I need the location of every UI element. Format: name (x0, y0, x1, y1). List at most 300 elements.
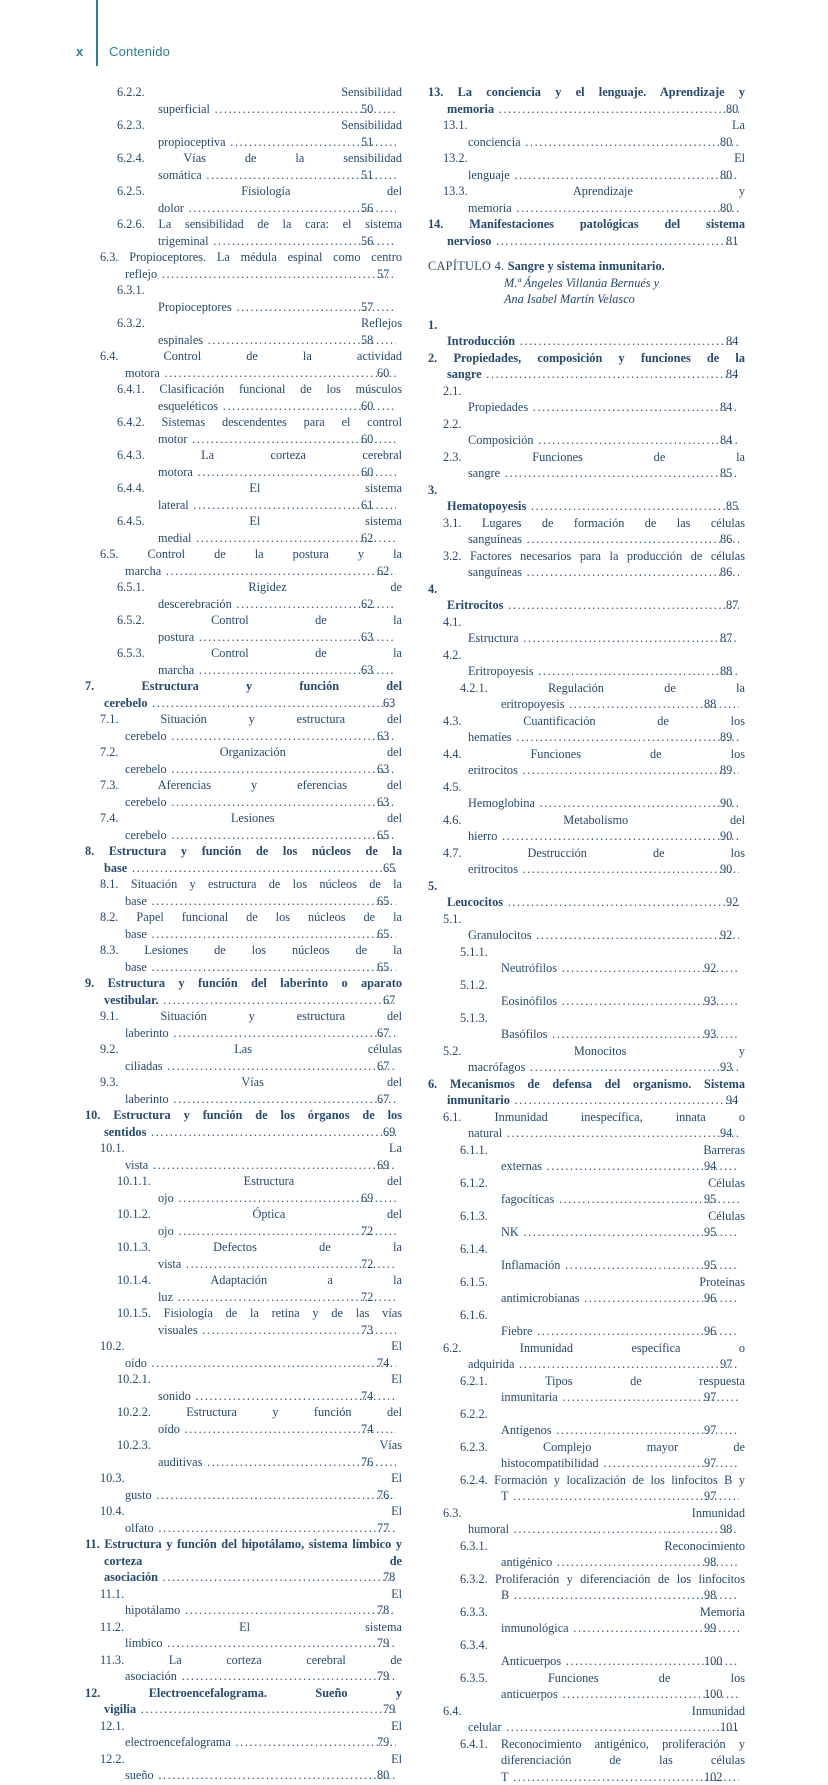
entry-number: 10.1.1. (117, 1174, 244, 1188)
entry-page: 67 (396, 1091, 402, 1108)
entry-title: Propioceptores (158, 300, 232, 314)
entry-number: 4.5. (443, 780, 461, 794)
entry-title: El electroencefalograma (125, 1719, 402, 1750)
toc-entry (117, 216, 402, 249)
entry-number: 4. (428, 582, 437, 596)
toc-entry (460, 1670, 745, 1703)
entry-number: 6.4.3. (117, 448, 201, 462)
entry-page: 63 (396, 794, 402, 811)
entry-number: 7.1. (100, 712, 160, 726)
toc-entry (85, 843, 402, 876)
toc-entry (100, 711, 402, 744)
entry-number: 6.3.5. (460, 1671, 548, 1685)
entry-page: 78 (396, 1569, 402, 1586)
entry-page: 60 (396, 464, 402, 481)
entry-number: 6.3.2. (117, 316, 361, 330)
entry-number: 3.2. (443, 549, 470, 563)
entry-number: 4.2. (443, 648, 461, 662)
entry-number: 6.4.1. (460, 1737, 501, 1751)
entry-title: Tipos de respuesta inmunitaria (501, 1374, 745, 1405)
toc-column-left (85, 84, 402, 1785)
entry-page: 63 (396, 629, 402, 646)
entry-number: 2.1. (443, 384, 461, 398)
entry-number: 4.3. (443, 714, 523, 728)
toc-entry (100, 876, 402, 909)
entry-title: Antígenos (501, 1423, 552, 1437)
toc-entry (117, 513, 402, 546)
entry-page: 88 (739, 696, 745, 713)
entry-page: 96 (739, 1323, 745, 1340)
toc-entry (428, 216, 745, 249)
entry-title: Estructura y función del hipotálamo, sistema límbico y corteza de asociación (104, 1537, 402, 1584)
entry-number: 6.4. (443, 1704, 692, 1718)
toc-entry (100, 1140, 402, 1173)
entry-number: 13.2. (443, 151, 734, 165)
entry-title: Vías auditivas (158, 1438, 402, 1469)
entry-title: Inmunidad humoral (468, 1506, 745, 1537)
toc-entry (100, 1008, 402, 1041)
entry-number: 11.2. (100, 1620, 239, 1634)
entry-number: 6.4.2. (117, 415, 161, 429)
entry-title: El olfato (125, 1504, 402, 1535)
entry-number: 6.4. (100, 349, 164, 363)
toc-entry (85, 1685, 402, 1718)
entry-title: Estructura y función del oído (158, 1405, 402, 1436)
toc-entry (460, 1241, 745, 1274)
entry-number: 10.1.4. (117, 1273, 210, 1287)
entry-number: 11.1. (100, 1587, 391, 1601)
entry-page: 62 (396, 596, 402, 613)
toc-entry (460, 1010, 745, 1043)
toc-entry (443, 117, 745, 150)
entry-title: Estructura y función del laberinto o aparato vestibular. (104, 976, 402, 1007)
entry-number: 6.4.5. (117, 514, 249, 528)
toc-entry (117, 1239, 402, 1272)
entry-title: Adaptación a la luz (158, 1273, 402, 1304)
toc-entry (85, 975, 402, 1008)
entry-page: 57 (396, 266, 402, 283)
entry-number: 10.2.2. (117, 1405, 186, 1419)
entry-page: 84 (739, 399, 745, 416)
entry-page: 97 (739, 1389, 745, 1406)
toc-entry (100, 909, 402, 942)
entry-page: 94 (739, 1125, 745, 1142)
toc-entry (443, 548, 745, 581)
entry-number: 6.3.1. (460, 1539, 664, 1553)
entry-page: 84 (739, 432, 745, 449)
chapter-heading (428, 258, 745, 308)
toc-entry (460, 680, 745, 713)
entry-number: 11.3. (100, 1653, 169, 1667)
toc-entry (100, 1751, 402, 1784)
entry-page: 99 (739, 1620, 745, 1637)
toc-entry (460, 1274, 745, 1307)
entry-title: El hipotálamo (125, 1587, 402, 1618)
entry-page: 72 (396, 1256, 402, 1273)
entry-number: 10.1.2. (117, 1207, 253, 1221)
entry-page: 95 (739, 1191, 745, 1208)
entry-number: 5.1.1. (460, 945, 488, 959)
toc-entry (117, 1173, 402, 1206)
entry-title: Reconocimiento antigénico, proliferación y diferenciación de las células T (501, 1737, 745, 1784)
entry-title: Aferencias y eferencias del cerebelo (125, 778, 402, 809)
entry-title: Control de la postura (158, 613, 402, 644)
entry-title: Sistemas descendentes para el control motor (158, 415, 402, 446)
entry-number: 6.3.4. (460, 1638, 488, 1652)
entry-page: 56 (396, 233, 402, 250)
entry-title: Aprendizaje y memoria (468, 184, 745, 215)
entry-number: 5.1.3. (460, 1011, 488, 1025)
entry-number: 6. (428, 1077, 450, 1091)
contents-title: Contenido (109, 44, 170, 59)
entry-number: 9.1. (100, 1009, 160, 1023)
entry-page: 90 (739, 828, 745, 845)
entry-number: 4.4. (443, 747, 530, 761)
entry-number: 12. (85, 1686, 149, 1700)
entry-page: 87 (739, 630, 745, 647)
toc-entry (460, 1472, 745, 1505)
toc-entry (117, 645, 402, 678)
toc-entry (428, 317, 745, 350)
toc-entry (100, 1586, 402, 1619)
entry-title: Hematopoyesis (447, 499, 526, 513)
toc-entry (117, 1206, 402, 1239)
toc-entry (100, 1619, 402, 1652)
toc-entry (117, 480, 402, 513)
toc-entry (443, 1043, 745, 1076)
entry-number: 6.3. (100, 250, 129, 264)
toc-entry (117, 381, 402, 414)
entry-number: 4.1. (443, 615, 461, 629)
entry-page: 84 (739, 333, 745, 350)
header-divider (96, 0, 98, 66)
entry-title: Proteínas antimicrobianas (501, 1275, 745, 1306)
toc-entry (443, 183, 745, 216)
entry-number: 10.4. (100, 1504, 391, 1518)
entry-number: 2. (428, 351, 453, 365)
entry-page: 67 (396, 992, 402, 1009)
entry-title: Complejo mayor de histocompatibilidad (501, 1440, 745, 1471)
toc-entry (117, 282, 402, 315)
entry-title: Lesiones del cerebelo (125, 811, 402, 842)
toc-entry (443, 416, 745, 449)
entry-title: Células NK (501, 1209, 745, 1240)
entry-number: 8.1. (100, 877, 131, 891)
entry-page: 78 (396, 1602, 402, 1619)
entry-title: Composición (468, 433, 534, 447)
entry-page: 63 (396, 728, 402, 745)
entry-title: Eritropoyesis (468, 664, 534, 678)
chapter-author: Ana Isabel Martín Velasco (428, 291, 745, 308)
entry-title: Organización del cerebelo (125, 745, 402, 776)
entry-page: 50 (396, 101, 402, 118)
page-header (0, 0, 828, 84)
entry-title: Inmunidad específica o adquirida (468, 1341, 745, 1372)
entry-page: 73 (396, 1322, 402, 1339)
entry-title: Destrucción de los eritrocitos (468, 846, 745, 877)
entry-title: Fisiología de la retina y de las vías visuales (158, 1306, 402, 1337)
entry-page: 95 (739, 1257, 745, 1274)
entry-title: Clasificación funcional de los músculos esqueléticos (158, 382, 402, 413)
entry-page: 80 (739, 134, 745, 151)
entry-title: Cuantificación de los hematíes (468, 714, 745, 745)
entry-page: 51 (396, 134, 402, 151)
entry-page: 63 (396, 662, 402, 679)
entry-title: El sistema medial (158, 514, 402, 545)
entry-number: 2.2. (443, 417, 461, 431)
entry-title: Granulocitos (468, 928, 532, 942)
toc-entry (460, 1736, 745, 1785)
entry-title: La sensibilidad de la cara: el sistema trigeminal (158, 217, 402, 248)
entry-title: Mecanismos de defensa del organismo. Sistema inmunitario (447, 1077, 745, 1108)
entry-page: 100 (739, 1686, 745, 1703)
entry-page: 60 (396, 431, 402, 448)
entry-page: 69 (396, 1124, 402, 1141)
entry-page: 97 (739, 1356, 745, 1373)
entry-title: Estructura del ojo (158, 1174, 402, 1205)
entry-number: 8.3. (100, 943, 144, 957)
entry-page: 79 (396, 1668, 402, 1685)
entry-page: 89 (739, 762, 745, 779)
toc-entry (85, 1536, 402, 1586)
entry-page: 72 (396, 1289, 402, 1306)
entry-number: 6.3.3. (460, 1605, 700, 1619)
entry-number: 6.2.3. (460, 1440, 543, 1454)
entry-number: 10.1.3. (117, 1240, 213, 1254)
entry-page: 88 (739, 663, 745, 680)
entry-title: Propiedades, composición y funciones de la sangre (447, 351, 745, 382)
entry-title: Vías de la sensibilidad somática (158, 151, 402, 182)
entry-number: 8. (85, 844, 109, 858)
entry-page: 57 (396, 299, 402, 316)
entry-number: 10.2.1. (117, 1372, 391, 1386)
entry-title: Regulación de la eritropoyesis (501, 681, 745, 712)
toc-entry (443, 713, 745, 746)
entry-title: Reflejos espinales (158, 316, 402, 347)
entry-page: 62 (396, 530, 402, 547)
entry-number: 10.1.5. (117, 1306, 164, 1320)
entry-page: 63 (396, 761, 402, 778)
entry-title: Proliferación y diferenciación de los linfocitos B (495, 1572, 745, 1603)
entry-title: Papel funcional de los núcleos de la base (125, 910, 402, 941)
entry-number: 6.1.6. (460, 1308, 488, 1322)
toc-entry (117, 84, 402, 117)
entry-title: Sensibilidad superficial (158, 85, 402, 116)
entry-title: Sensibilidad propioceptiva (158, 118, 402, 149)
entry-title: Electroencefalograma. Sueño y vigilia (104, 1686, 402, 1717)
entry-page: 61 (396, 497, 402, 514)
entry-page: 72 (396, 1223, 402, 1240)
entry-title: Defectos de la vista (158, 1240, 402, 1271)
toc-entry (443, 911, 745, 944)
toc-entry (460, 1208, 745, 1241)
toc-entry (460, 1538, 745, 1571)
entry-page: 76 (396, 1487, 402, 1504)
entry-title: El oído (125, 1339, 402, 1370)
entry-number: 6.1.2. (460, 1176, 708, 1190)
chapter-title-line (428, 258, 745, 275)
toc-entry (117, 1404, 402, 1437)
entry-page: 74 (396, 1421, 402, 1438)
entry-title: Funciones de los anticuerpos (501, 1671, 745, 1702)
toc-entry (460, 1142, 745, 1175)
entry-page: 80 (739, 200, 745, 217)
entry-number: 7.3. (100, 778, 158, 792)
entry-page: 74 (396, 1388, 402, 1405)
entry-page: 65 (396, 893, 402, 910)
toc-entry (117, 1272, 402, 1305)
entry-number: 3.1. (443, 516, 482, 530)
entry-title: Control de la postura y la marcha (125, 547, 402, 578)
entry-title: Situación y estructura de los núcleos de la base (125, 877, 402, 908)
entry-page: 80 (739, 101, 745, 118)
entry-title: Basófilos (501, 1027, 547, 1041)
toc-entry (460, 1439, 745, 1472)
toc-entry (443, 150, 745, 183)
entry-number: 4.2.1. (460, 681, 548, 695)
toc-entry (100, 249, 402, 282)
entry-title: Inflamación (501, 1258, 560, 1272)
entry-page: 56 (396, 200, 402, 217)
entry-number: 10.2.3. (117, 1438, 379, 1452)
toc-entry (85, 678, 402, 711)
entry-number: 6.2.2. (460, 1407, 488, 1421)
toc-entry (443, 449, 745, 482)
toc-entry (428, 350, 745, 383)
toc-entry (117, 579, 402, 612)
entry-title: Estructura y función de los órganos de los sentidos (104, 1108, 402, 1139)
entry-page: 65 (396, 860, 402, 877)
entry-number: 6.3.1. (117, 283, 145, 297)
entry-title: Hemoglobina (468, 796, 535, 810)
entry-number: 6.4.4. (117, 481, 249, 495)
entry-number: 6.2.4. (117, 151, 183, 165)
toc-entry (460, 1175, 745, 1208)
toc-entry (117, 1437, 402, 1470)
entry-number: 5. (428, 879, 437, 893)
entry-page: 97 (739, 1455, 745, 1472)
entry-number: 13. (428, 85, 458, 99)
entry-title: Anticuerpos (501, 1654, 561, 1668)
entry-number: 10. (85, 1108, 113, 1122)
toc-entry (443, 1109, 745, 1142)
entry-page: 93 (739, 1059, 745, 1076)
toc-entry (460, 1406, 745, 1439)
entry-title: El sueño (125, 1752, 402, 1783)
entry-title: Estructura y función de los núcleos de la base (104, 844, 402, 875)
entry-page: 101 (739, 1719, 745, 1736)
entry-title: Formación y localización de los linfocitos B y T (494, 1473, 745, 1504)
entry-page: 65 (396, 827, 402, 844)
toc-entry (117, 183, 402, 216)
toc-entry (100, 744, 402, 777)
entry-number: 6.3. (443, 1506, 692, 1520)
entry-number: 4.7. (443, 846, 528, 860)
entry-number: 6.5.2. (117, 613, 211, 627)
entry-page: 51 (396, 167, 402, 184)
toc-entry (85, 1107, 402, 1140)
entry-number: 6.2.5. (117, 184, 241, 198)
entry-number: 10.2. (100, 1339, 391, 1353)
entry-number: 9. (85, 976, 108, 990)
entry-number: 13.3. (443, 184, 573, 198)
toc-entry (100, 348, 402, 381)
toc-entry (428, 878, 745, 911)
entry-title: Control de la actividad motora (125, 349, 402, 380)
chapter-title: Sangre y sistema inmunitario. (508, 259, 665, 273)
entry-number: 2.3. (443, 450, 532, 464)
entry-number: 6.5.3. (117, 646, 211, 660)
entry-title: El sistema lateral (158, 481, 402, 512)
entry-page: 102 (739, 1769, 745, 1785)
entry-title: Reconocimiento antigénico (501, 1539, 745, 1570)
entry-number: 6.2.4. (460, 1473, 494, 1487)
entry-number: 5.1. (443, 912, 461, 926)
entry-title: La conciencia (468, 118, 745, 149)
entry-title: La corteza cerebral motora (158, 448, 402, 479)
entry-title: Control de la marcha (158, 646, 402, 677)
entry-page: 98 (739, 1587, 745, 1604)
entry-number: 6.1. (443, 1110, 495, 1124)
entry-page: 84 (739, 366, 745, 383)
toc-entry (460, 1604, 745, 1637)
entry-page: 95 (739, 1224, 745, 1241)
toc-entry (460, 944, 745, 977)
entry-page: 80 (739, 167, 745, 184)
entry-page: 81 (739, 233, 745, 250)
entry-title: Situación y estructura del laberinto (125, 1009, 402, 1040)
entry-title: Metabolismo del hierro (468, 813, 745, 844)
entry-page: 67 (396, 1058, 402, 1075)
entry-number: 3. (428, 483, 437, 497)
entry-page: 96 (739, 1290, 745, 1307)
entry-title: Factores necesarios para la producción de células sanguíneas (468, 549, 745, 580)
entry-page: 94 (739, 1092, 745, 1109)
toc-entry (100, 810, 402, 843)
entry-page: 87 (739, 597, 745, 614)
entry-title: Barreras externas (501, 1143, 745, 1174)
entry-title: El sonido (158, 1372, 402, 1403)
toc-entry (100, 1503, 402, 1536)
toc-entry (117, 315, 402, 348)
entry-number: 6.1.1. (460, 1143, 703, 1157)
entry-number: 6.5. (100, 547, 148, 561)
toc-entry (428, 1076, 745, 1109)
entry-title: Monocitos y macrófagos (468, 1044, 745, 1075)
chapter-author: M.ª Ángeles Villanúa Bernués y (428, 275, 745, 292)
page-number: x (76, 44, 83, 59)
toc-entry (443, 1703, 745, 1736)
entry-page: 90 (739, 795, 745, 812)
entry-title: Estructura (468, 631, 519, 645)
entry-number: 6.2.6. (117, 217, 158, 231)
entry-page: 85 (739, 498, 745, 515)
toc-entry (460, 1571, 745, 1604)
toc-entry (443, 1505, 745, 1538)
entry-title: La conciencia y el lenguaje. Aprendizaje y memoria (447, 85, 745, 116)
entry-number: 6.1.3. (460, 1209, 708, 1223)
toc-entry (460, 1637, 745, 1670)
entry-title: Funciones de los eritrocitos (468, 747, 745, 778)
toc-entry (443, 746, 745, 779)
toc-entry (100, 546, 402, 579)
entry-page: 76 (396, 1454, 402, 1471)
entry-page: 86 (739, 531, 745, 548)
entry-number: 6.2.3. (117, 118, 341, 132)
entry-page: 97 (739, 1488, 745, 1505)
chapter-label: CAPÍTULO 4. (428, 259, 508, 273)
toc-entry (100, 1041, 402, 1074)
